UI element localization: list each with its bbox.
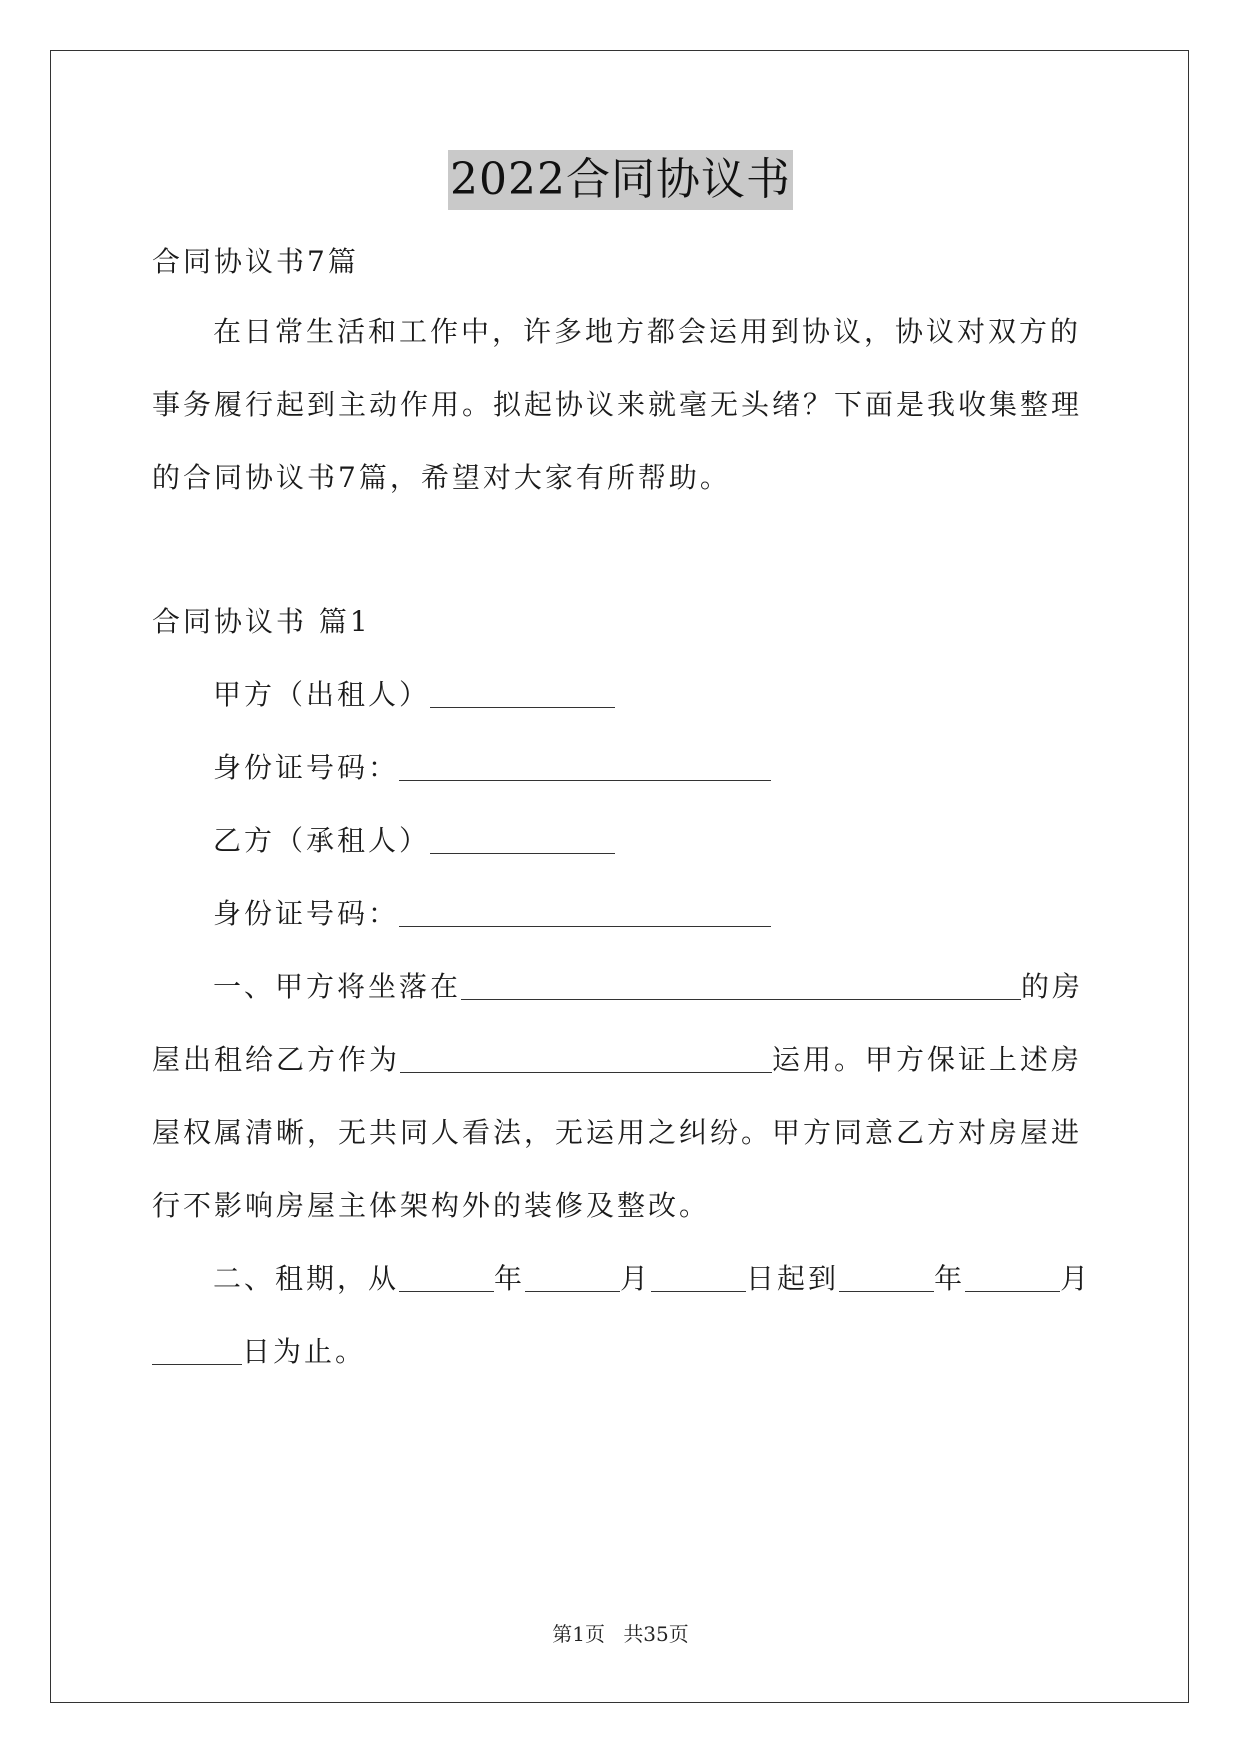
document-title: 2022合同协议书 xyxy=(448,150,793,210)
party-b-id-label: 身份证号码： xyxy=(213,897,400,930)
clause1-part4: 运用。甲方保证上述房 xyxy=(772,1043,1083,1076)
clause1-line-3: 屋权属清晰，无共同人看法，无运用之纠纷。甲方同意乙方对房屋进 xyxy=(152,1116,1083,1149)
page-footer xyxy=(0,1620,1241,1648)
party-a-label: 甲方（出租人） xyxy=(213,678,431,711)
subtitle: 合同协议书7篇 xyxy=(152,245,359,278)
end-year-label: 年 xyxy=(934,1262,966,1295)
end-year-blank xyxy=(839,1261,934,1292)
party-a-line xyxy=(213,675,615,715)
party-b-label: 乙方（承租人） xyxy=(213,824,431,857)
start-month-label: 月 xyxy=(620,1262,652,1295)
usage-blank xyxy=(400,1042,772,1073)
day-from-label: 日起到 xyxy=(746,1262,840,1295)
end-day-blank xyxy=(152,1334,242,1365)
start-year-label: 年 xyxy=(494,1262,526,1295)
party-b-blank xyxy=(430,823,615,854)
title-container xyxy=(0,150,1241,210)
start-month-blank xyxy=(525,1261,620,1292)
property-location-blank xyxy=(461,969,1021,1000)
clause1-part1: 一、甲方将坐落在 xyxy=(213,970,462,1003)
clause1-line-4: 行不影响房屋主体架构外的装修及整改。 xyxy=(152,1189,711,1222)
party-b-id-blank xyxy=(399,896,771,927)
start-day-blank xyxy=(651,1261,746,1292)
page-border xyxy=(50,50,1189,1703)
day-to-label: 日为止。 xyxy=(242,1335,367,1368)
clause1-line-1 xyxy=(213,967,1083,1007)
party-a-id-label: 身份证号码： xyxy=(213,751,400,784)
party-a-id-line xyxy=(213,748,771,788)
clause1-line-2 xyxy=(152,1040,1082,1080)
end-month-label: 月 xyxy=(1060,1262,1092,1295)
clause2-line-2 xyxy=(152,1332,366,1372)
intro-line-1: 在日常生活和工作中，许多地方都会运用到协议，协议对双方的 xyxy=(213,315,1082,348)
clause2-line-1 xyxy=(213,1259,1091,1299)
party-b-line xyxy=(213,821,615,861)
party-a-id-blank xyxy=(399,750,771,781)
party-a-blank xyxy=(430,677,615,708)
page-number: 第1页 xyxy=(552,1622,605,1646)
clause1-part3: 屋出租给乙方作为 xyxy=(152,1043,401,1076)
intro-line-3: 的合同协议书7篇，希望对大家有所帮助。 xyxy=(152,461,731,494)
end-month-blank xyxy=(965,1261,1060,1292)
page-total: 共35页 xyxy=(623,1622,689,1646)
clause2-lead: 二、租期，从 xyxy=(213,1262,400,1295)
intro-line-2: 事务履行起到主动作用。拟起协议来就毫无头绪？下面是我收集整理 xyxy=(152,388,1083,421)
section-heading: 合同协议书 篇1 xyxy=(152,605,371,638)
start-year-blank xyxy=(399,1261,494,1292)
party-b-id-line xyxy=(213,894,771,934)
clause1-part2: 的房 xyxy=(1021,970,1084,1003)
